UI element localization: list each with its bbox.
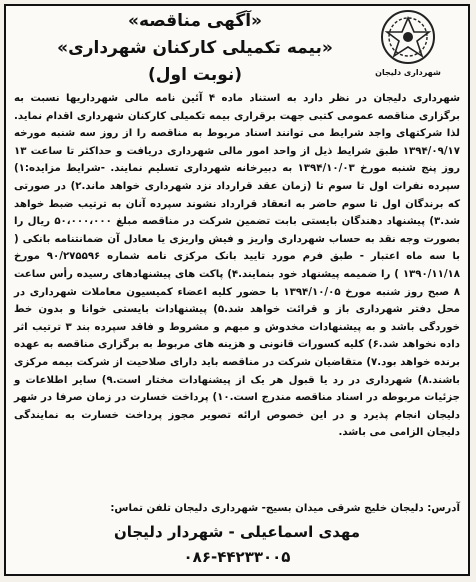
notice-body: شهرداری دلیجان در نظر دارد به استناد ماده ۴ آئین نامه مالی شهرداریها نسبت به برگزاری مناقصه عمومی کتبی جهت برقراری بیمه تکمیلی کارکنان شهرداری اقدام نماید. لذا شرکتهای واجد شرایط می توانند اسناد مربوط به مناقصه را از روز سه شنبه مورخه ۱۳۹۴/۰۹/۱۷ طبق شرایط ذیل از واحد امور مالی شهرداری دریافت و حداکثر تا ساعت ۱۳ روز پنج شنبه مورخ ۱۳۹۴/۱۰/۰۳ به دبیرخانه شهرداری تسلیم نمایند. -شرایط مزایده:۱) سپرده نفرات اول تا سوم تا (زمان عقد قرارداد نزد شهرداری خواهد ماند.۲) در صورتی که برندگان اول تا سوم حاضر به انعقاد قرارداد نشوند سپرده آنان به ترتیب ضبط خواهد شد.۳) پیشنهاد دهندگان بایستی بابت تضمین شرکت در مناقصه مبلغ ۵۰،۰۰۰،۰۰۰ ریال را بصورت وجه نقد به حساب شهرداری واریز و فیش واریزی یا معادل آن ضمانتنامه بانکی ( با سه ماه اعتبار - طبق فرم مورد تایید بانک مرکزی نامه شماره ۹۰/۲۷۵۵۹۶ مورخ ۱۳۹۰/۱۱/۱۸ ) را ضمیمه پیشنهاد خود بنمایند.۴) پاکت های پیشنهادهای رسیده رأس ساعت ۸ صبح روز شنبه مورخ ۱۳۹۴/۱۰/۰۵ با حضور کلیه اعضاء کمیسیون معاملات شهرداری در محل دفتر شهرداری باز و قرائت خواهد شد.۵) پیشنهادات بایستی خوانا و بدون خط خوردگی باشد و به پیشنهادات مخدوش و مبهم و مشروط و فاقد سپرده بند ۳ ترتیب اثر داده نخواهد شد.۶) کلیه کسورات قانونی و هزینه های مربوط به برگزاری مناقصه به عهده برنده خواهد بود.۷) متقاضیان شرکت در مناقصه باید دارای صلاحیت از شرکت بیمه مرکزی باشند.۸) شهرداری در رد یا قبول هر یک از پیشنهادات مختار است.۹) سایر اطلاعات و جزئیات مربوطه در اسناد مناقصه مندرج است.۱۰) پرداخت خسارت در زمان صرفا در شهر دلیجان انجام پذیرد و در این خصوص ارائه تصویر مجوز پرداخت خسارت به نمایندگی دلیجان الزامی می باشد.	[14, 93, 461, 439]
contact-address: آدرس: دلیجان خلیج شرقی میدان بسیج- شهرداری دلیجان تلفن تماس:	[110, 503, 460, 514]
notice-titles	[40, 8, 350, 89]
logo-caption: شهرداری دلیجان	[375, 68, 441, 77]
mayor-signature: مهدی اسماعیلی - شهردار دلیجان	[113, 523, 361, 541]
municipality-logo	[358, 8, 458, 78]
notice-subject: «بیمه تکمیلی کارکنان شهرداری»	[57, 38, 333, 58]
notice-round: (نوبت اول)	[147, 65, 243, 85]
emblem-icon	[377, 8, 439, 66]
notice-heading: «آگهی مناقصه»	[127, 11, 263, 31]
contact-phone: ۰۸۶-۴۴۲۳۳۰۰۵	[183, 548, 291, 566]
